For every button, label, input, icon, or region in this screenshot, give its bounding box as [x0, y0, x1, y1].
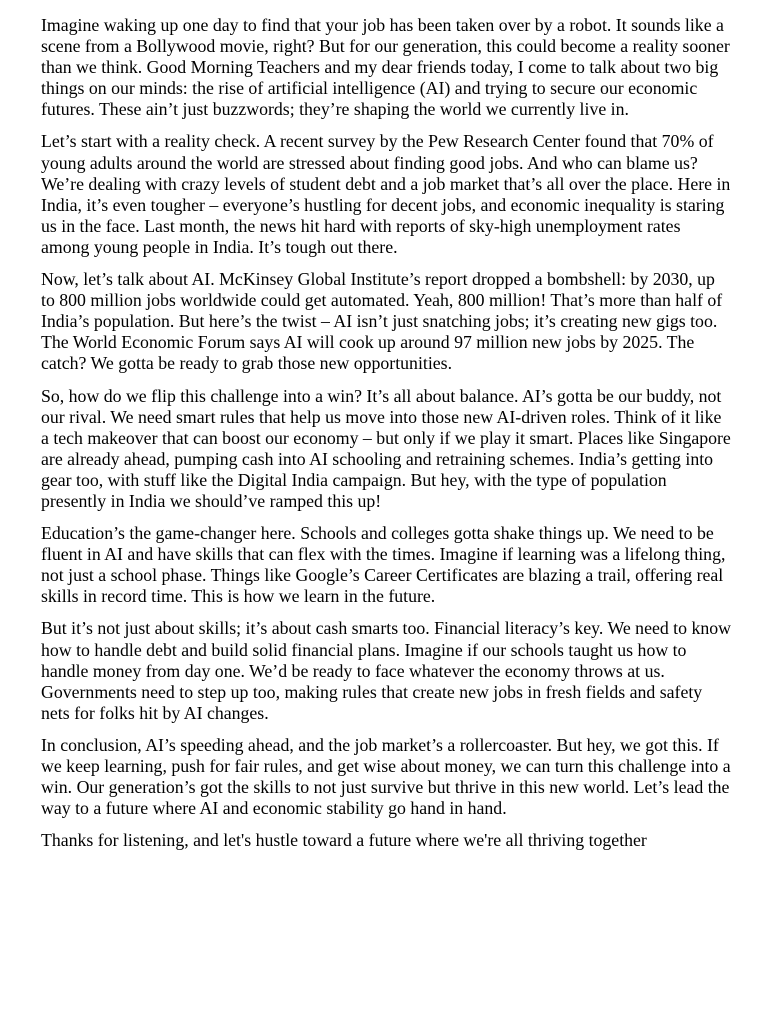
speech-document: [41, 15, 731, 851]
paragraph-reality-check: Let’s start with a reality check. A recent survey by the Pew Research Center found that 70% of young adults around the world are stressed about finding good jobs. And who can blame us? We’re dealing with crazy levels of student debt and a job market that’s all over the place. Here in India, it’s even tougher – everyone’s hustling for decent jobs, and economic inequality is staring us in the face. Last month, the news hit hard with reports of sky-high unemployment rates among young people in India. It’s tough out there.: [41, 131, 731, 257]
paragraph-thanks: Thanks for listening, and let's hustle toward a future where we're all thriving together: [41, 830, 647, 851]
paragraph-education: Education’s the game-changer here. Schools and colleges gotta shake things up. We need to be fluent in AI and have skills that can flex with the times. Imagine if learning was a lifelong thing, not just a school phase. Things like Google’s Career Certificates are blazing a trail, offering real skills in record time. This is how we learn in the future.: [41, 523, 726, 607]
paragraph-conclusion: In conclusion, AI’s speeding ahead, and the job market’s a rollercoaster. But hey, we got this. If we keep learning, push for fair rules, and get wise about money, we can turn this challenge into a win. Our generation’s got the skills to not just survive but thrive in this new world. Let’s lead the way to a future where AI and economic stability go hand in hand.: [41, 734, 731, 819]
paragraph-ai-jobs: Now, let’s talk about AI. McKinsey Global Institute’s report dropped a bombshell: by 2030, up to 800 million jobs worldwide could get automated. Yeah, 800 million! That’s more than half of India’s population. But here’s the twist – AI isn’t just snatching jobs; it’s creating new gigs too. The World Economic Forum says AI will cook up around 97 million new jobs by 2025. The catch? We gotta be ready to grab those new opportunities.: [41, 269, 723, 374]
paragraph-financial-literacy: But it’s not just about skills; it’s about cash smarts too. Financial literacy’s key. We need to know how to handle debt and build solid financial plans. Imagine if our schools taught us how to handle money from day one. We’d be ready to face whatever the economy throws at us. Governments need to step up too, making rules that create new jobs in fresh fields and safety nets for folks hit by AI changes.: [41, 618, 731, 723]
paragraph-intro: Imagine waking up one day to find that your job has been taken over by a robot. It sounds like a scene from a Bollywood movie, right? But for our generation, this could become a reality sooner than we think. Good Morning Teachers and my dear friends today, I come to talk about two big things on our minds: the rise of artificial intelligence (AI) and trying to secure our economic futures. These ain’t just buzzwords; they’re shaping the world we currently live in.: [41, 15, 730, 120]
paragraph-balance: So, how do we flip this challenge into a win? It’s all about balance. AI’s gotta be our buddy, not our rival. We need smart rules that help us move into those new AI-driven roles. Think of it like a tech makeover that can boost our economy – but only if we play it smart. Places like Singapore are already ahead, pumping cash into AI schooling and retraining schemes. India’s getting into gear too, with stuff like the Digital India campaign. But hey, with the type of population presently in India we should’ve ramped this up!: [41, 385, 731, 511]
